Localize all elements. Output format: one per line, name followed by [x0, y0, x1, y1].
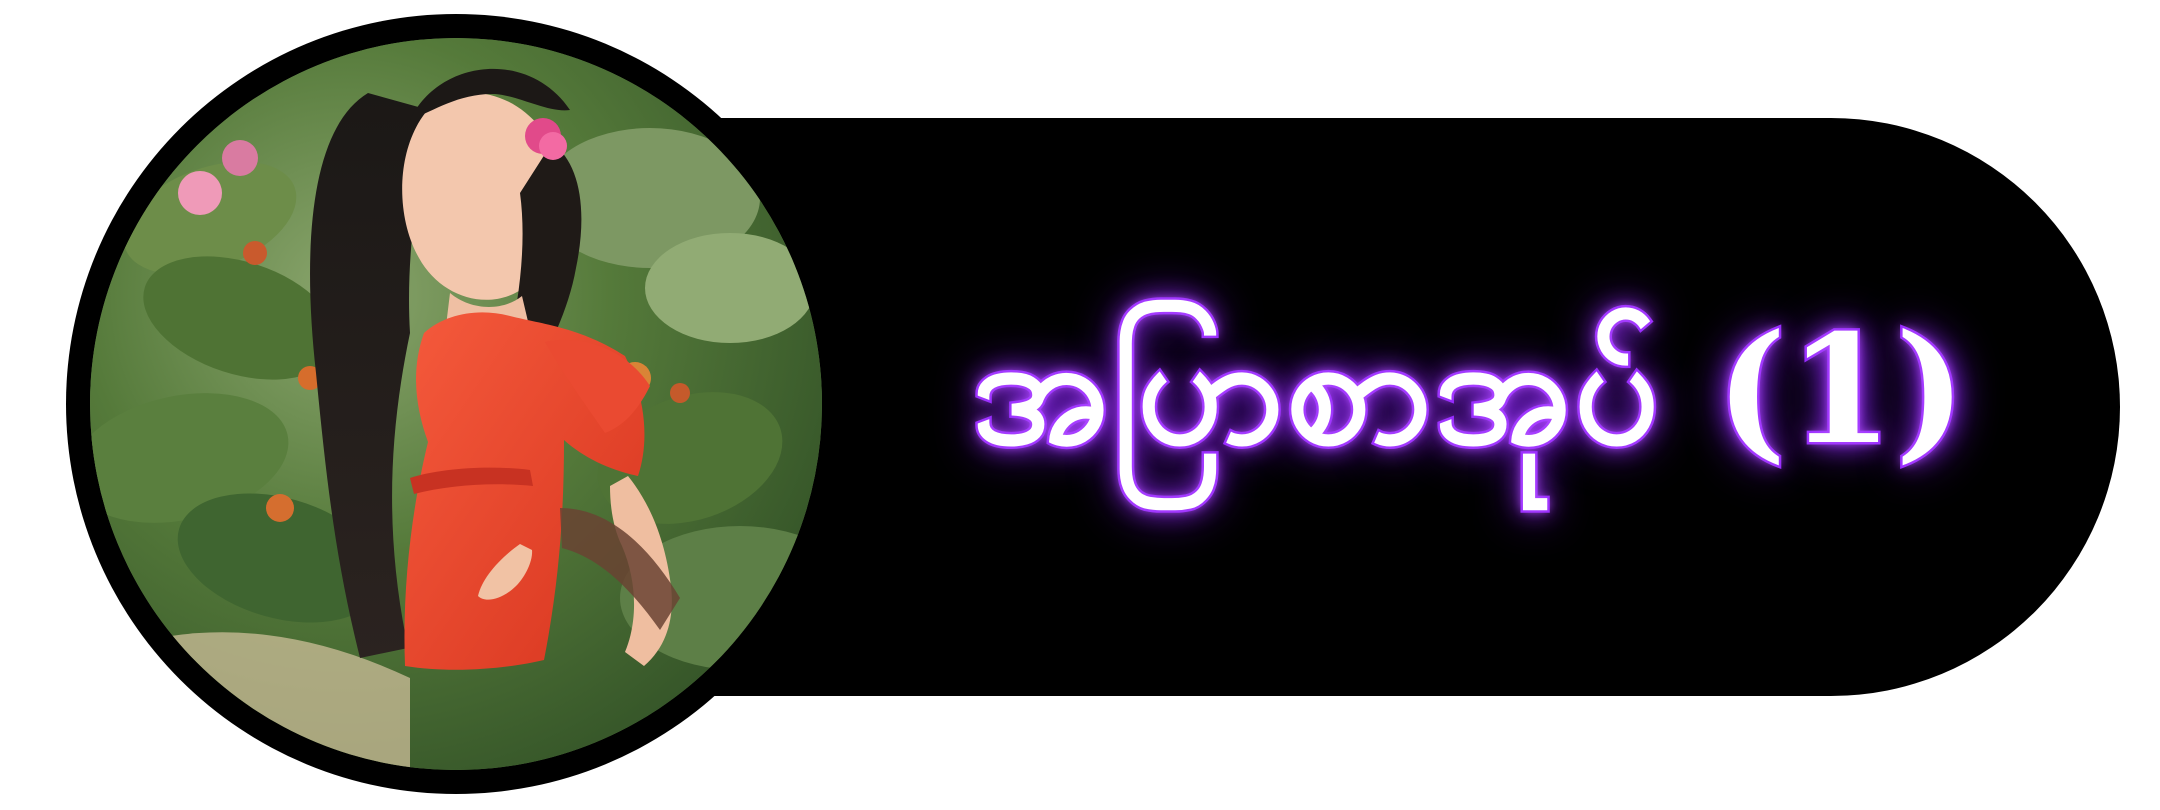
avatar	[90, 38, 822, 770]
banner-title: အပြာစာအုပ် (1)	[972, 301, 1968, 478]
profile-photo	[90, 38, 822, 770]
